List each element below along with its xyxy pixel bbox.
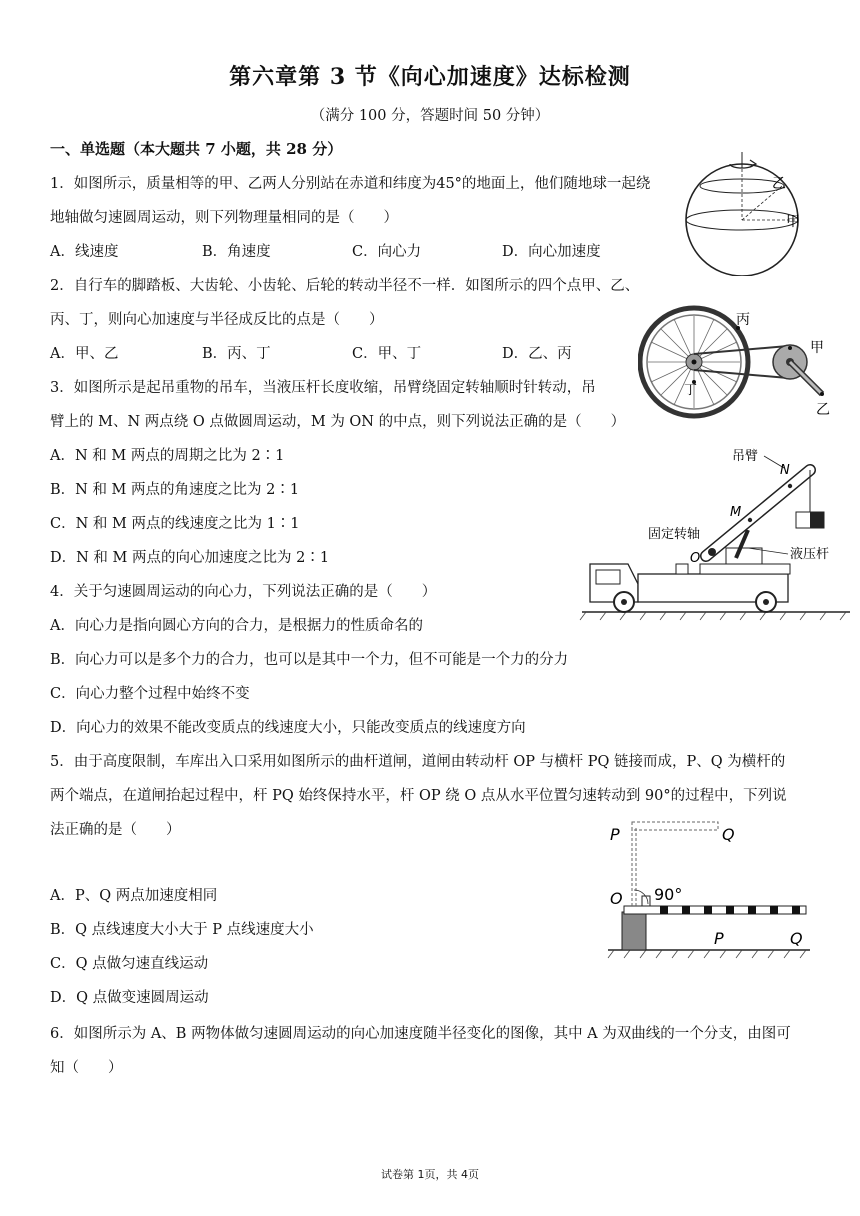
q1-stem-line1: 1．如图所示，质量相等的甲、乙两人分别站在赤道和纬度为45°的地面上，他们随地球一起绕 (50, 176, 651, 192)
q3-fig-o: O (690, 551, 701, 566)
q1-option-d: D．向心加速度 (502, 244, 601, 260)
q1-fig-label-jia: 甲 (786, 214, 800, 230)
q1-option-b: B．角速度 (202, 244, 271, 260)
q3-fig-m: M (730, 505, 742, 520)
q2-option-b: B．丙、丁 (202, 346, 271, 362)
q2-option-a: A．甲、乙 (50, 346, 119, 362)
q5-stem-line1: 5．由于高度限制，车库出入口采用如图所示的曲杆道闸，道闸由转动杆 OP 与横杆 PQ 链接而成，P、Q 为横杆的 (50, 754, 786, 770)
q6-stem-line2: 知（ ） (50, 1060, 123, 1076)
q2-option-d: D．乙、丙 (502, 346, 572, 362)
page-subtitle: （满分 100 分，答题时间 50 分钟） (310, 108, 550, 124)
q3-stem-line1: 3．如图所示是起吊重物的吊车，当液压杆长度收缩，吊臂绕固定转轴顺时针转动，吊 (50, 380, 596, 396)
q3-fig-axis: 固定转轴 (648, 527, 701, 542)
q5-stem-line3: 法正确的是（ ） (50, 822, 181, 838)
q2-option-c: C．甲、丁 (352, 346, 422, 362)
q2-stem-line2: 丙、丁，则向心加速度与半径成反比的点是（ ） (50, 312, 384, 328)
page-footer: 试卷第 1页，共 4页 (381, 1168, 479, 1181)
q4-option-c: C．向心力整个过程中始终不变 (50, 686, 250, 702)
q2-stem-line1: 2．自行车的脚踏板、大齿轮、小齿轮、后轮的转动半径不一样．如图所示的四个点甲、乙、 (50, 278, 640, 294)
q1-option-c: C．向心力 (352, 244, 422, 260)
q2-fig-label-yi: 乙 (816, 402, 830, 418)
q3-fig-n: N (780, 463, 790, 478)
page-title: 第六章第 3 节《向心加速度》达标检测 (229, 64, 631, 90)
q2-fig-label-bing: 丙 (736, 312, 750, 328)
q5-fig-p-top: P (610, 825, 620, 844)
q5-option-d: D．Q 点做变速圆周运动 (50, 990, 209, 1006)
q1-stem-line2: 地轴做匀速圆周运动，则下列物理量相同的是（ ） (50, 210, 398, 226)
bicycle-figure (638, 302, 838, 422)
q5-fig-q-bottom: Q (790, 929, 803, 948)
q3-option-c: C．N 和 M 两点的线速度之比为 1∶1 (50, 516, 300, 532)
q3-fig-arm: 吊臂 (732, 449, 759, 464)
q5-fig-p-bottom: P (714, 929, 724, 948)
q4-option-d: D．向心力的效果不能改变质点的线速度大小，只能改变质点的线速度方向 (50, 720, 526, 736)
gate-figure (604, 818, 814, 964)
q1-fig-label-yi: 乙 (772, 176, 786, 192)
q3-option-a: A．N 和 M 两点的周期之比为 2∶1 (50, 448, 285, 464)
q3-option-d: D．N 和 M 两点的向心加速度之比为 2∶1 (50, 550, 330, 566)
q4-stem-line1: 4．关于匀速圆周运动的向心力，下列说法正确的是（ ） (50, 584, 437, 600)
q5-fig-q-top: Q (722, 825, 735, 844)
q5-fig-o: O (610, 889, 623, 908)
q1-option-a: A．线速度 (50, 244, 119, 260)
q5-option-c: C．Q 点做匀速直线运动 (50, 956, 209, 972)
q5-option-b: B．Q 点线速度大小大于 P 点线速度大小 (50, 922, 314, 938)
q5-fig-angle: 90° (654, 885, 683, 904)
q2-fig-label-ding: 丁 (684, 383, 698, 398)
q3-option-b: B．N 和 M 两点的角速度之比为 2∶1 (50, 482, 300, 498)
q4-option-b: B．向心力可以是多个力的合力，也可以是其中一个力，但不可能是一个力的分力 (50, 652, 569, 668)
q4-option-a: A．向心力是指向圆心方向的合力，是根据力的性质命名的 (50, 618, 423, 634)
q5-option-a: A．P、Q 两点加速度相同 (50, 888, 218, 904)
q2-fig-label-jia: 甲 (810, 340, 824, 356)
q3-fig-rod: 液压杆 (790, 547, 830, 562)
crane-figure (576, 440, 856, 626)
q6-stem-line1: 6．如图所示为 A、B 两物体做匀速圆周运动的向心加速度随半径变化的图像，其中 A 为双曲线的一个分支，由图可 (50, 1026, 791, 1042)
earth-figure (672, 148, 812, 276)
q3-stem-line2: 臂上的 M、N 两点绕 O 点做圆周运动，M 为 ON 的中点，则下列说法正确的是（ ） (50, 414, 626, 430)
q5-stem-line2: 两个端点，在道闸抬起过程中，杆 PQ 始终保持水平，杆 OP 绕 O 点从水平位置匀速转动到 90°的过程中，下列说 (50, 788, 787, 804)
section-heading: 一、单选题（本大题共 7 小题，共 28 分） (50, 140, 343, 158)
